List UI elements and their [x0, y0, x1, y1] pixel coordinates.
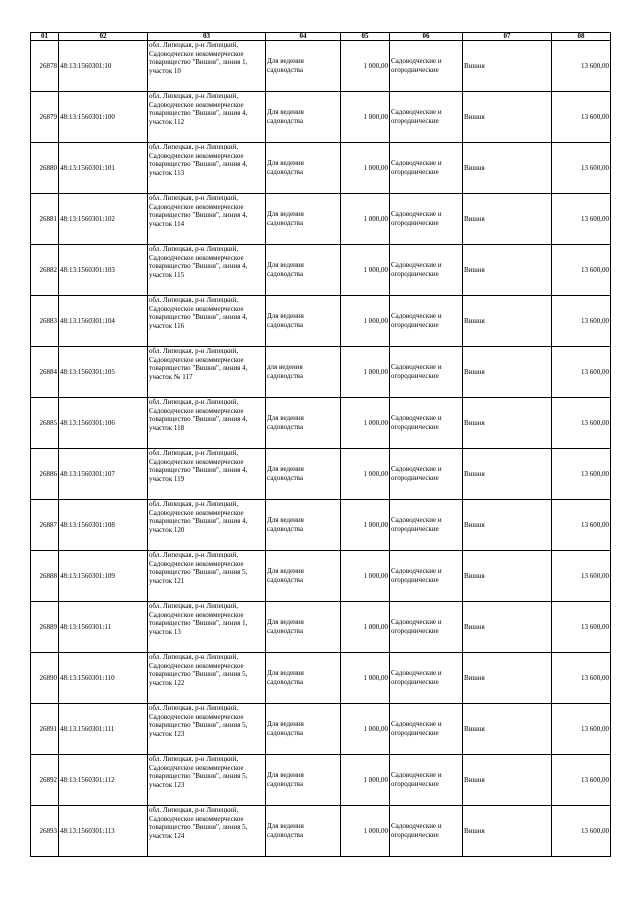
land-category-cell: Садоводческие и огороднические — [390, 296, 463, 347]
partnership-name-cell: Вишня — [463, 806, 552, 857]
permitted-use-cell: Для ведения садоводства — [266, 92, 341, 143]
header-cell-04: 04 — [266, 33, 341, 41]
address-text: обл. Липецкая, р-н Липецкий, Садоводческое некоммерческое товарищество "Вишня", линия 5, участок 124 — [149, 806, 248, 841]
cadastral-value-cell: 13 600,00 — [552, 653, 611, 704]
area-cell: 1 000,00 — [341, 500, 390, 551]
area-cell: 1 000,00 — [341, 449, 390, 500]
header-cell-07: 07 — [463, 33, 552, 41]
permitted-use-cell: Для ведения садоводства — [266, 296, 341, 347]
partnership-name-cell: Вишня — [463, 653, 552, 704]
permitted-use-cell: Для ведения садоводства — [266, 245, 341, 296]
table-row — [31, 143, 611, 194]
address-cell — [148, 653, 266, 704]
address-cell — [148, 296, 266, 347]
permitted-use-cell: Для ведения садоводства — [266, 194, 341, 245]
address-text: обл. Липецкая, р-н Липецкий, Садоводческое некоммерческое товарищество "Вишня", линия 4, участок 114 — [149, 194, 248, 229]
cadastral-value-cell: 13 600,00 — [552, 398, 611, 449]
table-row — [31, 194, 611, 245]
permitted-use-cell: Для ведения садоводства — [266, 551, 341, 602]
address-cell — [148, 551, 266, 602]
address-text: обл. Липецкая, р-н Липецкий, Садоводческое некоммерческое товарищество "Вишня", линия 4, участок 115 — [149, 245, 248, 280]
table-row — [31, 806, 611, 857]
partnership-name-cell: Вишня — [463, 602, 552, 653]
table-row — [31, 449, 611, 500]
cadastral-number-cell: 48:13:1560301:11 — [59, 602, 148, 653]
address-text: обл. Липецкая, р-н Липецкий, Садоводческое некоммерческое товарищество "Вишня", линия 1, участок 13 — [149, 602, 248, 637]
land-category-cell: Садоводческие и огороднические — [390, 143, 463, 194]
partnership-name-cell: Вишня — [463, 551, 552, 602]
table-row — [31, 398, 611, 449]
area-cell: 1 000,00 — [341, 347, 390, 398]
land-category-cell: Садоводческие и огороднические — [390, 398, 463, 449]
cadastral-number-cell: 48:13:1560301:103 — [59, 245, 148, 296]
land-category-cell: Садоводческие и огороднические — [390, 704, 463, 755]
row-number-cell: 26887 — [31, 500, 59, 551]
partnership-name-cell: Вишня — [463, 143, 552, 194]
address-text: обл. Липецкая, р-н Липецкий, Садоводческое некоммерческое товарищество "Вишня", линия 5, участок 122 — [149, 653, 248, 688]
permitted-use-cell: Для ведения садоводства — [266, 602, 341, 653]
address-text: обл. Липецкая, р-н Липецкий, Садоводческое некоммерческое товарищество "Вишня", линия 5, участок 123 — [149, 704, 248, 739]
table-row — [31, 92, 611, 143]
cadastral-number-cell: 48:13:1560301:104 — [59, 296, 148, 347]
permitted-use-cell: для ведения садоводства — [266, 347, 341, 398]
row-number-cell: 26886 — [31, 449, 59, 500]
address-cell — [148, 194, 266, 245]
table-row — [31, 245, 611, 296]
area-cell: 1 000,00 — [341, 806, 390, 857]
cadastral-value-cell: 13 600,00 — [552, 92, 611, 143]
address-cell — [148, 806, 266, 857]
address-cell — [148, 704, 266, 755]
area-cell: 1 000,00 — [341, 194, 390, 245]
row-number-cell: 26882 — [31, 245, 59, 296]
cadastral-value-cell: 13 600,00 — [552, 806, 611, 857]
land-category-cell: Садоводческие и огороднические — [390, 92, 463, 143]
address-text: обл. Липецкая, р-н Липецкий, Садоводческое некоммерческое товарищество "Вишня", линия 4, участок 113 — [149, 143, 248, 178]
address-text: обл. Липецкая, р-н Липецкий, Садоводческое некоммерческое товарищество "Вишня", линия 5, участок 123 — [149, 755, 248, 790]
address-text: обл. Липецкая, р-н Липецкий, Садоводческое некоммерческое товарищество "Вишня", линия 4, участок № 117 — [149, 347, 248, 382]
land-category-cell: Садоводческие и огороднические — [390, 653, 463, 704]
cadastral-number-cell: 48:13:1560301:100 — [59, 92, 148, 143]
row-number-cell: 26890 — [31, 653, 59, 704]
header-cell-08: 08 — [552, 33, 611, 41]
table-row — [31, 41, 611, 92]
row-number-cell: 26889 — [31, 602, 59, 653]
address-text: обл. Липецкая, р-н Липецкий, Садоводческое некоммерческое товарищество "Вишня", линия 4, участок 116 — [149, 296, 248, 331]
address-cell — [148, 602, 266, 653]
header-row — [31, 33, 611, 41]
cadastral-number-cell: 48:13:1560301:110 — [59, 653, 148, 704]
area-cell: 1 000,00 — [341, 602, 390, 653]
header-cell-05: 05 — [341, 33, 390, 41]
cadastral-value-cell: 13 600,00 — [552, 194, 611, 245]
cadastral-value-cell: 13 600,00 — [552, 347, 611, 398]
table-header — [31, 33, 611, 41]
cadastral-value-cell: 13 600,00 — [552, 296, 611, 347]
partnership-name-cell: Вишня — [463, 92, 552, 143]
cadastral-number-cell: 48:13:1560301:108 — [59, 500, 148, 551]
partnership-name-cell: Вишня — [463, 296, 552, 347]
row-number-cell: 26879 — [31, 92, 59, 143]
partnership-name-cell: Вишня — [463, 704, 552, 755]
address-text: обл. Липецкая, р-н Липецкий, Садоводческое некоммерческое товарищество "Вишня", линия 1, участок 10 — [149, 41, 248, 76]
cadastral-value-cell: 13 600,00 — [552, 449, 611, 500]
land-category-cell: Садоводческие и огороднические — [390, 806, 463, 857]
address-text: обл. Липецкая, р-н Липецкий, Садоводческое некоммерческое товарищество "Вишня", линия 4, участок 112 — [149, 92, 248, 127]
cadastral-number-cell: 48:13:1560301:109 — [59, 551, 148, 602]
header-cell-01: 01 — [31, 33, 59, 41]
area-cell: 1 000,00 — [341, 398, 390, 449]
land-category-cell: Садоводческие и огороднические — [390, 755, 463, 806]
cadastral-value-cell: 13 600,00 — [552, 755, 611, 806]
cadastral-value-cell: 13 600,00 — [552, 704, 611, 755]
table-row — [31, 347, 611, 398]
cadastral-number-cell: 48:13:1560301:112 — [59, 755, 148, 806]
permitted-use-cell: Для ведения садоводства — [266, 41, 341, 92]
row-number-cell: 26892 — [31, 755, 59, 806]
table-row — [31, 500, 611, 551]
table-row — [31, 551, 611, 602]
cadastral-number-cell: 48:13:1560301:10 — [59, 41, 148, 92]
area-cell: 1 000,00 — [341, 704, 390, 755]
area-cell: 1 000,00 — [341, 143, 390, 194]
land-category-cell: Садоводческие и огороднические — [390, 602, 463, 653]
cadastral-number-cell: 48:13:1560301:102 — [59, 194, 148, 245]
address-cell — [148, 755, 266, 806]
address-text: обл. Липецкая, р-н Липецкий, Садоводческое некоммерческое товарищество "Вишня", линия 5, участок 121 — [149, 551, 248, 586]
address-cell — [148, 398, 266, 449]
address-cell — [148, 245, 266, 296]
table-row — [31, 704, 611, 755]
address-cell — [148, 41, 266, 92]
cadastral-number-cell: 48:13:1560301:113 — [59, 806, 148, 857]
cadastral-number-cell: 48:13:1560301:101 — [59, 143, 148, 194]
area-cell: 1 000,00 — [341, 551, 390, 602]
cadastral-value-cell: 13 600,00 — [552, 551, 611, 602]
table-row — [31, 755, 611, 806]
row-number-cell: 26881 — [31, 194, 59, 245]
area-cell: 1 000,00 — [341, 755, 390, 806]
header-cell-03: 03 — [148, 33, 266, 41]
land-category-cell: Садоводческие и огороднические — [390, 500, 463, 551]
land-category-cell: Садоводческие и огороднические — [390, 245, 463, 296]
row-number-cell: 26883 — [31, 296, 59, 347]
address-text: обл. Липецкая, р-н Липецкий, Садоводческое некоммерческое товарищество "Вишня", линия 4, участок 118 — [149, 398, 248, 433]
area-cell: 1 000,00 — [341, 41, 390, 92]
cadastral-value-cell: 13 600,00 — [552, 500, 611, 551]
land-category-cell: Садоводческие и огороднические — [390, 449, 463, 500]
area-cell: 1 000,00 — [341, 92, 390, 143]
permitted-use-cell: Для ведения садоводства — [266, 143, 341, 194]
land-category-cell: Садоводческие и огороднические — [390, 41, 463, 92]
row-number-cell: 26878 — [31, 41, 59, 92]
partnership-name-cell: Вишня — [463, 41, 552, 92]
address-cell — [148, 143, 266, 194]
land-registry-table — [30, 32, 611, 857]
table-row — [31, 653, 611, 704]
area-cell: 1 000,00 — [341, 245, 390, 296]
cadastral-value-cell: 13 600,00 — [552, 245, 611, 296]
permitted-use-cell: Для ведения садоводства — [266, 806, 341, 857]
table-body — [31, 41, 611, 857]
address-text: обл. Липецкая, р-н Липецкий, Садоводческое некоммерческое товарищество "Вишня", линия 4, участок 119 — [149, 449, 248, 484]
cadastral-value-cell: 13 600,00 — [552, 41, 611, 92]
table-row — [31, 602, 611, 653]
header-cell-06: 06 — [390, 33, 463, 41]
partnership-name-cell: Вишня — [463, 398, 552, 449]
table-row — [31, 296, 611, 347]
land-category-cell: Садоводческие и огороднические — [390, 551, 463, 602]
cadastral-number-cell: 48:13:1560301:105 — [59, 347, 148, 398]
cadastral-number-cell: 48:13:1560301:107 — [59, 449, 148, 500]
cadastral-number-cell: 48:13:1560301:111 — [59, 704, 148, 755]
partnership-name-cell: Вишня — [463, 449, 552, 500]
partnership-name-cell: Вишня — [463, 245, 552, 296]
cadastral-value-cell: 13 600,00 — [552, 602, 611, 653]
permitted-use-cell: Для ведения садоводства — [266, 653, 341, 704]
partnership-name-cell: Вишня — [463, 755, 552, 806]
address-cell — [148, 449, 266, 500]
address-cell — [148, 500, 266, 551]
land-category-cell: Садоводческие и огороднические — [390, 194, 463, 245]
address-text: обл. Липецкая, р-н Липецкий, Садоводческое некоммерческое товарищество "Вишня", линия 4, участок 120 — [149, 500, 248, 535]
address-cell — [148, 92, 266, 143]
row-number-cell: 26885 — [31, 398, 59, 449]
row-number-cell: 26891 — [31, 704, 59, 755]
row-number-cell: 26884 — [31, 347, 59, 398]
area-cell: 1 000,00 — [341, 653, 390, 704]
permitted-use-cell: Для ведения садоводства — [266, 398, 341, 449]
header-cell-02: 02 — [59, 33, 148, 41]
row-number-cell: 26893 — [31, 806, 59, 857]
permitted-use-cell: Для ведения садоводства — [266, 449, 341, 500]
partnership-name-cell: Вишня — [463, 347, 552, 398]
cadastral-value-cell: 13 600,00 — [552, 143, 611, 194]
land-category-cell: Садоводческие и огороднические — [390, 347, 463, 398]
area-cell: 1 000,00 — [341, 296, 390, 347]
row-number-cell: 26888 — [31, 551, 59, 602]
permitted-use-cell: Для ведения садоводства — [266, 755, 341, 806]
permitted-use-cell: Для ведения садоводства — [266, 704, 341, 755]
row-number-cell: 26880 — [31, 143, 59, 194]
address-cell — [148, 347, 266, 398]
cadastral-number-cell: 48:13:1560301:106 — [59, 398, 148, 449]
permitted-use-cell: Для ведения садоводства — [266, 500, 341, 551]
partnership-name-cell: Вишня — [463, 500, 552, 551]
partnership-name-cell: Вишня — [463, 194, 552, 245]
